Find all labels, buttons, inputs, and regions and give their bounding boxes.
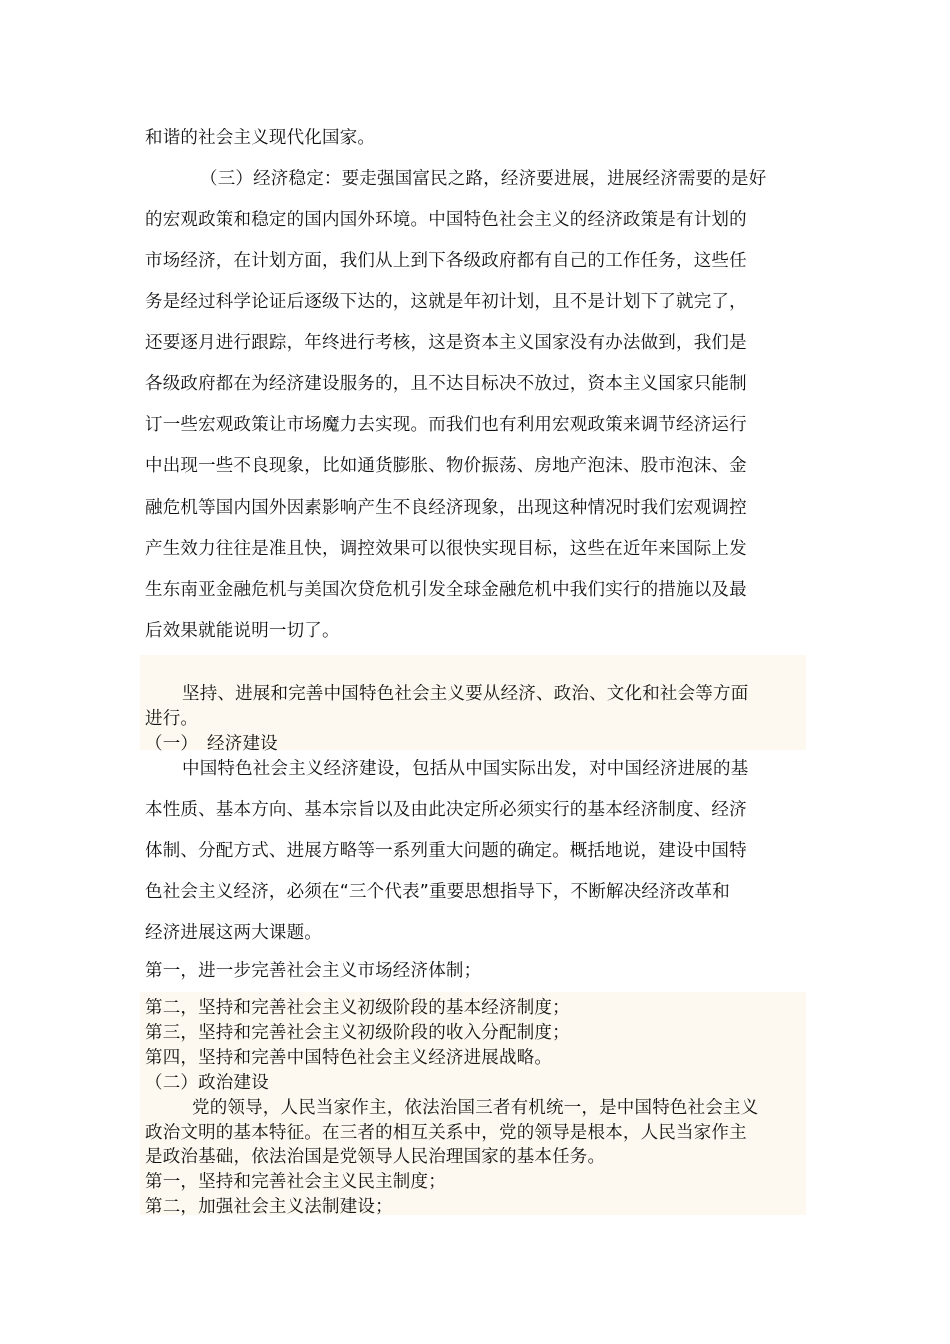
paragraph-line: 的宏观政策和稳定的国内国外环境。中国特色社会主义的经济政策是有计划的 <box>145 210 747 230</box>
paragraph-line: 生东南亚金融危机与美国次贷危机引发全球金融危机中我们实行的措施以及最 <box>145 580 747 600</box>
paragraph-line: （三）经济稳定：要走强国富民之路，经济要进展，进展经济需要的是好 <box>200 169 767 189</box>
paragraph-line: 和谐的社会主义现代化国家。 <box>145 128 376 148</box>
paragraph-line: 坚持、进展和完善中国特色社会主义要从经济、政治、文化和社会等方面 <box>182 684 749 704</box>
paragraph-line: 政治文明的基本特征。在三者的相互关系中，党的领导是根本，人民当家作主 <box>145 1123 747 1143</box>
list-item: 第四，坚持和完善中国特色社会主义经济进展战略。 <box>145 1048 553 1068</box>
list-item: 第二，加强社会主义法制建设； <box>145 1197 393 1217</box>
paragraph-line: 经济进展这两大课题。 <box>145 923 322 943</box>
list-item: 第二，坚持和完善社会主义初级阶段的基本经济制度； <box>145 998 570 1018</box>
paragraph-line: 各级政府都在为经济建设服务的，且不达目标决不放过，资本主义国家只能制 <box>145 374 747 394</box>
section-heading: （一） 经济建设 <box>145 734 278 754</box>
paragraph-line: 还要逐月进行跟踪，年终进行考核，这是资本主义国家没有办法做到，我们是 <box>145 333 747 353</box>
paragraph-line: 中国特色社会主义经济建设，包括从中国实际出发，对中国经济进展的基 <box>182 759 749 779</box>
paragraph-line: 是政治基础，依法治国是党领导人民治理国家的基本任务。 <box>145 1147 606 1167</box>
paragraph-line: 进行。 <box>145 709 199 729</box>
paragraph-line: 后效果就能说明一切了。 <box>145 621 340 641</box>
paragraph-line: 订一些宏观政策让市场魔力去实现。而我们也有利用宏观政策来调节经济运行 <box>145 415 747 435</box>
list-item: 第一，坚持和完善社会主义民主制度； <box>145 1172 446 1192</box>
paragraph-line: 色社会主义经济，必须在“三个代表”重要思想指导下，不断解决经济改革和 <box>145 882 730 902</box>
paragraph-line: 中出现一些不良现象，比如通货膨胀、物价振荡、房地产泡沫、股市泡沫、金 <box>145 456 747 476</box>
paragraph-line: 融危机等国内国外因素影响产生不良经济现象，出现这种情况时我们宏观调控 <box>145 498 747 518</box>
list-item: 第一，进一步完善社会主义市场经济体制； <box>145 961 482 981</box>
paragraph-line: 市场经济，在计划方面，我们从上到下各级政府都有自己的工作任务，这些任 <box>145 251 747 271</box>
paragraph-line: 体制、分配方式、进展方略等一系列重大问题的确定。概括地说，建设中国特 <box>145 841 747 861</box>
paragraph-line: 本性质、基本方向、基本宗旨以及由此决定所必须实行的基本经济制度、经济 <box>145 800 747 820</box>
section-heading: （二）政治建设 <box>145 1073 269 1093</box>
list-item: 第三，坚持和完善社会主义初级阶段的收入分配制度； <box>145 1023 570 1043</box>
paragraph-line: 党的领导，人民当家作主，依法治国三者有机统一，是中国特色社会主义 <box>192 1098 759 1118</box>
paragraph-line: 务是经过科学论证后逐级下达的，这就是年初计划，且不是计划下了就完了， <box>145 292 747 312</box>
paragraph-line: 产生效力往往是准且快，调控效果可以很快实现目标，这些在近年来国际上发 <box>145 539 747 559</box>
